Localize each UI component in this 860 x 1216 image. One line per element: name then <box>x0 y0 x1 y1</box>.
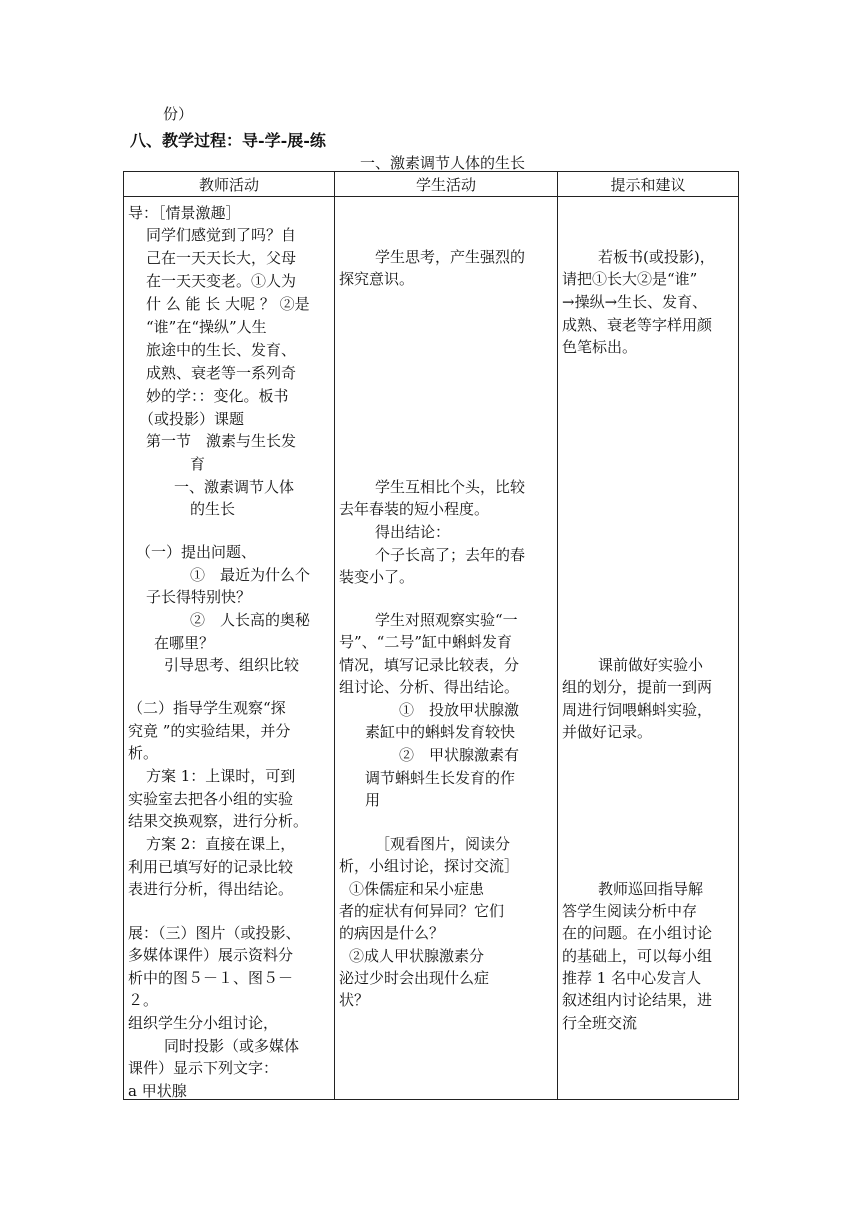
hint-line: 若板书(或投影)， <box>598 248 715 266</box>
teacher-activity-line: 在哪里？ <box>154 634 215 652</box>
hint-line: 成熟、衰老等字样用颜 <box>562 316 713 334</box>
teacher-activity-line: 究竟 ”的实验结果，并分 <box>128 722 291 740</box>
teacher-activity-line: （或投影）课题 <box>139 410 245 428</box>
teacher-activity-line: 引导思考、组织比较 <box>164 656 300 674</box>
teacher-activity-line: （二）指导学生观察“探 <box>128 699 286 717</box>
student-activity-line: 探究意识。 <box>339 270 415 288</box>
student-activity-line: 析，小组讨论，探讨交流］ <box>339 857 520 875</box>
lead-fragment: 份） <box>163 105 194 123</box>
teacher-activity-line: 育 <box>190 455 206 473</box>
student-activity-line: 得出结论： <box>375 523 451 541</box>
teacher-activity-line: 己在一天天长大，父母 <box>146 249 297 267</box>
student-activity-cell <box>335 197 558 1100</box>
teacher-activity-line: 一、激素调节人体 <box>174 478 295 496</box>
hint-line: →操纵→生长、发育、 <box>562 293 708 311</box>
section-heading: 八、教学过程：导-学-展-练 <box>130 131 326 150</box>
teacher-activity-line: 什 么 能 长 大呢 ？ ②是 <box>146 295 310 313</box>
teacher-activity-line: 旅途中的生长、发育、 <box>146 341 297 359</box>
student-activity-line: ［观看图片，阅读分 <box>375 835 511 853</box>
hint-line: 答学生阅读分析中存 <box>562 902 698 920</box>
teacher-activity-line: 表进行分析，得出结论。 <box>128 880 294 898</box>
student-activity-line: 个子长高了；去年的春 <box>375 546 526 564</box>
teacher-activity-line: ① 最近为什么个 <box>190 566 311 584</box>
student-activity-line: 调节蝌蚪生长发育的作 <box>365 769 516 787</box>
table-caption: 一、激素调节人体的生长 <box>360 154 526 172</box>
hint-line: 周进行饲喂蝌蚪实验， <box>562 701 713 719</box>
column-header-student: 学生活动 <box>335 172 558 197</box>
teacher-activity-line: 析中的图５－１、图５－ <box>128 969 294 987</box>
teacher-activity-line: ２。 <box>128 991 159 1009</box>
student-activity-line: ② 甲状腺激素有 <box>399 746 520 764</box>
student-activity-line: 情况，填写记录比较表，分 <box>339 656 520 674</box>
teacher-activity-line: ② 人长高的奥秘 <box>190 611 311 629</box>
teacher-activity-line: 同学们感觉到了吗？自 <box>146 226 297 244</box>
student-activity-line: 学生互相比个头，比较 <box>375 478 526 496</box>
student-activity-line: ②成人甲状腺激素分 <box>349 947 485 965</box>
student-activity-line: ①侏儒症和呆小症患 <box>349 880 485 898</box>
teacher-activity-line: 成熟、衰老等一系列奇 <box>146 364 297 382</box>
student-activity-line: 学生对照观察实验“一 <box>375 611 518 629</box>
hint-line: 教师巡回指导解 <box>598 880 704 898</box>
student-activity-line: 号”、“二号”缸中蝌蚪发育 <box>339 633 513 651</box>
hint-line: 推荐 1 名中心发言人 <box>562 969 702 987</box>
column-header-hint: 提示和建议 <box>558 172 739 197</box>
lesson-table <box>123 171 739 1100</box>
hint-line: 课前做好实验小 <box>598 656 704 674</box>
hint-cell <box>558 197 739 1100</box>
teacher-activity-line: 方案 1：上课时，可到 <box>146 767 296 785</box>
teacher-activity-line: 子长得特别快？ <box>146 588 252 606</box>
teacher-activity-line: 妙的学：：变化。板书 <box>146 387 289 405</box>
column-header-teacher: 教师活动 <box>124 172 335 197</box>
teacher-activity-line: a 甲状腺 <box>128 1082 187 1100</box>
hint-line: 叙述组内讨论结果，进 <box>562 991 713 1009</box>
teacher-activity-line: （一）提出问题、 <box>136 543 257 561</box>
hint-line: 在的问题。在小组讨论 <box>562 924 713 942</box>
teacher-activity-line: 组织学生分小组讨论， <box>128 1014 279 1032</box>
student-activity-line: 装变小了。 <box>339 568 415 586</box>
teacher-activity-line: 的生长 <box>190 500 236 518</box>
table-body-row <box>124 197 739 1100</box>
student-activity-line: 状？ <box>339 991 370 1009</box>
student-activity-line: 的病因是什么？ <box>339 924 445 942</box>
teacher-activity-line: 实验室去把各小组的实验 <box>128 790 294 808</box>
student-activity-line: 者的症状有何异同？它们 <box>339 902 505 920</box>
hint-line: 并做好记录。 <box>562 723 653 741</box>
student-activity-line: 去年春装的短小程度。 <box>339 500 490 518</box>
teacher-activity-line: 在一天天变老。①人为 <box>146 272 297 290</box>
table-header-row <box>124 172 739 197</box>
student-activity-line: 泌过少时会出现什么症 <box>339 969 490 987</box>
student-activity-line: ① 投放甲状腺激 <box>399 701 520 719</box>
teacher-activity-line: 课件）显示下列文字： <box>128 1059 279 1077</box>
teacher-activity-line: “谁”在“操纵”人生 <box>146 318 267 336</box>
hint-line: 色笔标出。 <box>562 338 638 356</box>
student-activity-line: 素缸中的蝌蚪发育较快 <box>365 723 516 741</box>
teacher-activity-line: 展：（三）图片（或投影、 <box>128 924 301 942</box>
hint-line: 组的划分，提前一到两 <box>562 678 713 696</box>
teacher-activity-line: 导：［情景激趣］ <box>128 204 241 222</box>
teacher-activity-line: 利用已填写好的记录比较 <box>128 858 294 876</box>
hint-line: 请把①长大②是“谁” <box>562 270 698 288</box>
teacher-activity-line: 同时投影（或多媒体 <box>164 1037 300 1055</box>
student-activity-line: 学生思考，产生强烈的 <box>375 248 526 266</box>
hint-line: 行全班交流 <box>562 1014 638 1032</box>
teacher-activity-line: 析。 <box>128 744 159 762</box>
teacher-activity-cell <box>124 197 335 1100</box>
teacher-activity-line: 第一节 激素与生长发 <box>146 432 297 450</box>
teacher-activity-line: 多媒体课件）展示资料分 <box>128 946 294 964</box>
student-activity-line: 用 <box>365 791 381 809</box>
teacher-activity-line: 方案 2：直接在课上， <box>146 835 296 853</box>
hint-line: 的基础上，可以每小组 <box>562 947 713 965</box>
student-activity-line: 组讨论、分析、得出结论。 <box>339 678 520 696</box>
teacher-activity-line: 结果交换观察，进行分析。 <box>128 812 309 830</box>
